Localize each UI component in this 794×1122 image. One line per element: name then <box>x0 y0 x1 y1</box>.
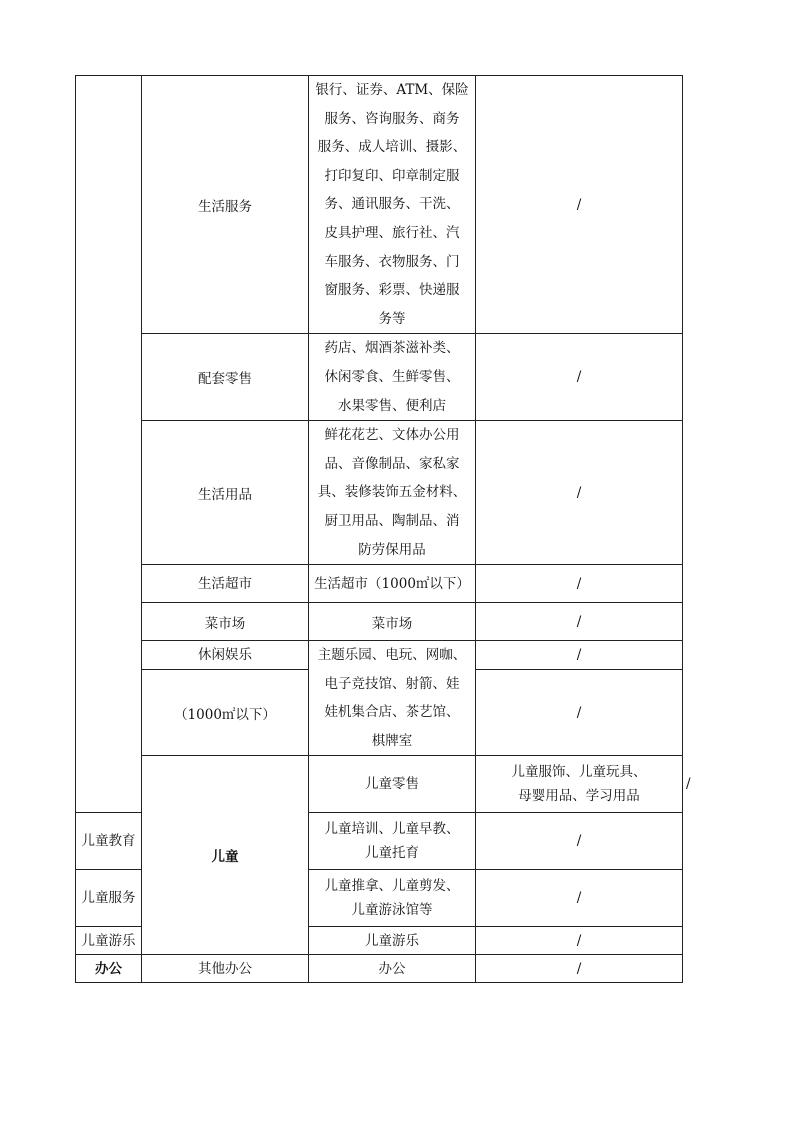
category-cell-empty <box>76 76 142 813</box>
row-note: / <box>476 641 683 670</box>
row-description: 菜市场 <box>309 603 476 641</box>
row-name: 儿童游乐 <box>76 927 142 955</box>
row-description: 儿童推拿、儿童剪发、 儿童游泳馆等 <box>309 870 476 927</box>
row-description: 儿童服饰、儿童玩具、 母婴用品、学习用品 <box>476 756 683 813</box>
table-row <box>76 603 683 641</box>
row-description: 儿童游乐 <box>309 927 476 955</box>
row-note: / <box>476 670 683 756</box>
row-name: 儿童零售 <box>309 756 476 813</box>
row-name: 生活用品 <box>142 421 309 565</box>
row-description: 办公 <box>309 955 476 983</box>
row-note: / <box>476 813 683 870</box>
table-row <box>76 565 683 603</box>
table-row: 儿童 儿童零售 儿童服饰、儿童玩具、 母婴用品、学习用品 / <box>76 756 683 813</box>
row-note: / <box>476 421 683 565</box>
business-category-table <box>75 75 691 983</box>
row-name: 配套零售 <box>142 334 309 421</box>
table-row <box>76 334 683 421</box>
row-name: 其他办公 <box>142 955 309 983</box>
category-label: 儿童 <box>142 756 309 955</box>
row-name: 休闲娱乐 <box>142 641 309 670</box>
category-label: 办公 <box>76 955 142 983</box>
row-note: / <box>476 334 683 421</box>
row-name: 菜市场 <box>142 603 309 641</box>
row-name: 儿童服务 <box>76 870 142 927</box>
row-name: 儿童教育 <box>76 813 142 870</box>
table-row <box>76 955 683 983</box>
row-name: 生活服务 <box>142 76 309 334</box>
row-note: / <box>476 76 683 334</box>
row-name-sub: （1000㎡以下） <box>142 670 309 756</box>
row-description: 生活超市（1000㎡以下） <box>309 565 476 603</box>
row-name: 生活超市 <box>142 565 309 603</box>
row-description: 药店、烟酒茶滋补类、 休闲零食、生鲜零售、 水果零售、便利店 <box>309 334 476 421</box>
table-row <box>76 76 683 334</box>
row-note: / <box>476 955 683 983</box>
table-row <box>76 641 683 670</box>
row-note: / <box>476 870 683 927</box>
row-description: 主题乐园、电玩、网咖、 电子竞技馆、射箭、娃 娃机集合店、茶艺馆、 棋牌室 <box>309 641 476 756</box>
row-description: 儿童培训、儿童早教、 儿童托育 <box>309 813 476 870</box>
row-note: / <box>476 565 683 603</box>
row-description: 鲜花花艺、文体办公用 品、音像制品、家私家 具、装修装饰五金材料、 厨卫用品、陶制品、消 防劳保用品 <box>309 421 476 565</box>
row-note: / <box>476 927 683 955</box>
row-description: 银行、证券、ATM、保险 服务、咨询服务、商务 服务、成人培训、摄影、 打印复印、印章制定服 务、通讯服务、干洗、 皮具护理、旅行社、汽 车服务、衣物服务、门 窗服务、彩票、快递服 务等 <box>309 76 476 334</box>
table-row <box>76 421 683 565</box>
row-note: / <box>476 603 683 641</box>
